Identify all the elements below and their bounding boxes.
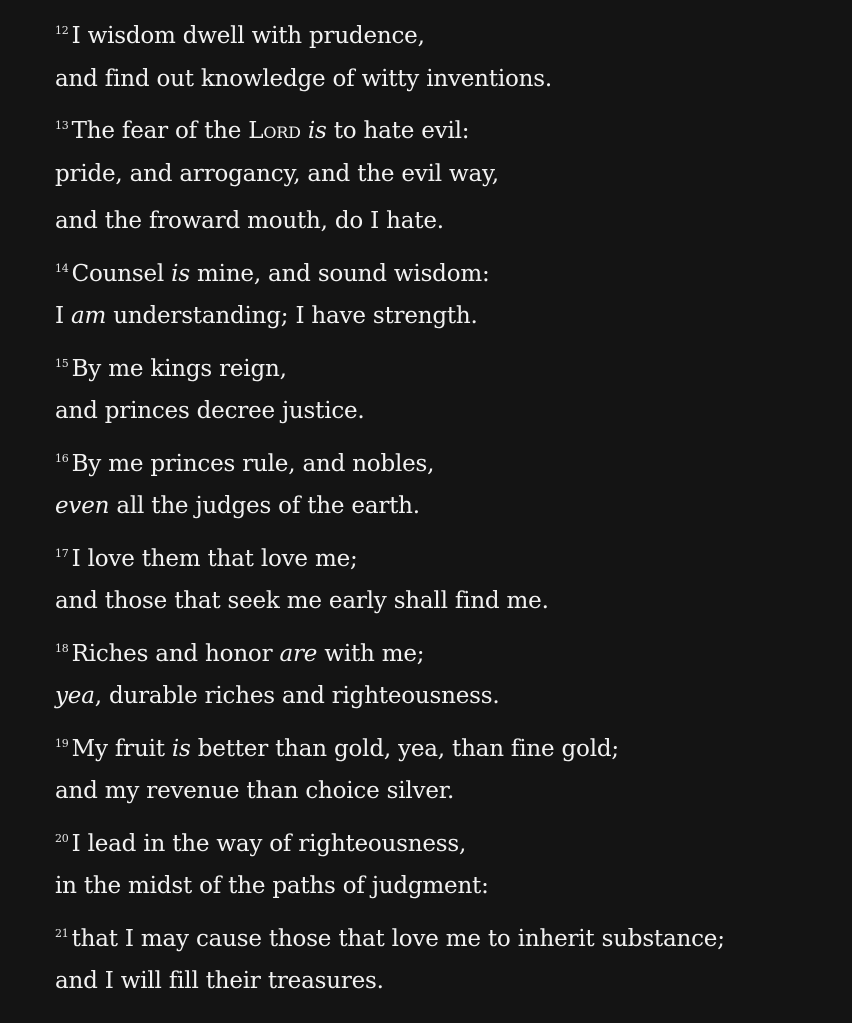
verse-number: 17 bbox=[55, 546, 69, 560]
verse-text: is bbox=[171, 735, 191, 762]
verse-text: pride, and arrogancy, and the evil way, bbox=[55, 160, 499, 187]
verse-line-first bbox=[55, 634, 424, 669]
verse-text: is bbox=[171, 260, 190, 287]
verse-text: yea bbox=[55, 683, 95, 709]
verse-line bbox=[55, 586, 549, 616]
verse-number: 13 bbox=[55, 119, 69, 132]
verse-text: I lead in the way of righteousness, bbox=[71, 830, 467, 857]
verse-line-first bbox=[55, 444, 434, 479]
verse-text: By me kings reign, bbox=[71, 355, 287, 382]
verse-text: mine, and sound wisdom: bbox=[189, 260, 490, 287]
verse-text: are bbox=[279, 640, 318, 667]
verse-text: am bbox=[71, 303, 107, 329]
verse-line bbox=[55, 64, 552, 94]
verse-text: Riches and honor bbox=[71, 640, 280, 667]
verse-line bbox=[55, 159, 499, 189]
verse-line bbox=[55, 966, 384, 996]
verse-line-first bbox=[55, 254, 490, 289]
verse-line-first bbox=[55, 111, 469, 146]
verse-line bbox=[55, 396, 365, 426]
verse-line bbox=[55, 681, 499, 711]
verse-line bbox=[55, 301, 478, 331]
verse-line bbox=[55, 871, 489, 901]
verse-text: By me princes rule, and nobles, bbox=[71, 450, 435, 477]
verse-line-first bbox=[55, 729, 619, 764]
verse-text: and my revenue than choice silver. bbox=[55, 778, 455, 804]
verse-text: understanding; I have strength. bbox=[106, 303, 478, 329]
verse-text: Counsel bbox=[71, 260, 172, 287]
verse-text: and find out knowledge of witty inventions. bbox=[55, 65, 552, 92]
verse-line bbox=[55, 491, 420, 521]
verse-text: with me; bbox=[317, 640, 425, 667]
verse-text: , durable riches and righteousness. bbox=[94, 683, 500, 709]
verse-text: I bbox=[55, 303, 71, 329]
verse-text: I love them that love me; bbox=[71, 545, 358, 572]
verse-line-first bbox=[55, 919, 725, 954]
verse-number: 21 bbox=[55, 926, 69, 940]
verse-text: and I will fill their treasures. bbox=[55, 968, 384, 994]
verse-text: and the froward mouth, do I hate. bbox=[55, 208, 444, 234]
verse-line-first bbox=[55, 16, 425, 51]
verse-text bbox=[301, 118, 308, 144]
verse-text: all the judges of the earth. bbox=[109, 493, 420, 519]
verse-text: and those that seek me early shall find me. bbox=[55, 588, 549, 614]
verse-number: 16 bbox=[55, 451, 69, 465]
verse-number: 14 bbox=[55, 261, 69, 275]
verse-line-first bbox=[55, 349, 287, 384]
verse-number: 18 bbox=[55, 641, 69, 655]
verse-text: I wisdom dwell with prudence, bbox=[71, 23, 425, 49]
verse-number: 20 bbox=[55, 831, 69, 845]
verse-text: that I may cause those that love me to inherit substance; bbox=[71, 925, 725, 952]
verse-line-first bbox=[55, 539, 358, 574]
verse-text: Lord bbox=[248, 118, 301, 144]
verse-text: is bbox=[307, 118, 327, 144]
verse-text: to hate evil: bbox=[326, 118, 470, 144]
verse-text: and princes decree justice. bbox=[55, 398, 365, 424]
verse-number: 12 bbox=[55, 24, 69, 37]
verse-text: in the midst of the paths of judgment: bbox=[55, 873, 489, 899]
verse-number: 15 bbox=[55, 356, 69, 370]
verse-line-first bbox=[55, 824, 466, 859]
verse-line bbox=[55, 206, 444, 236]
verse-text: even bbox=[55, 493, 110, 519]
verse-text: better than gold, yea, than fine gold; bbox=[190, 735, 619, 762]
verse-text: My fruit bbox=[71, 735, 172, 762]
verse-text: The fear of the bbox=[71, 118, 249, 144]
verse-number: 19 bbox=[55, 736, 69, 750]
verse-line bbox=[55, 776, 454, 806]
